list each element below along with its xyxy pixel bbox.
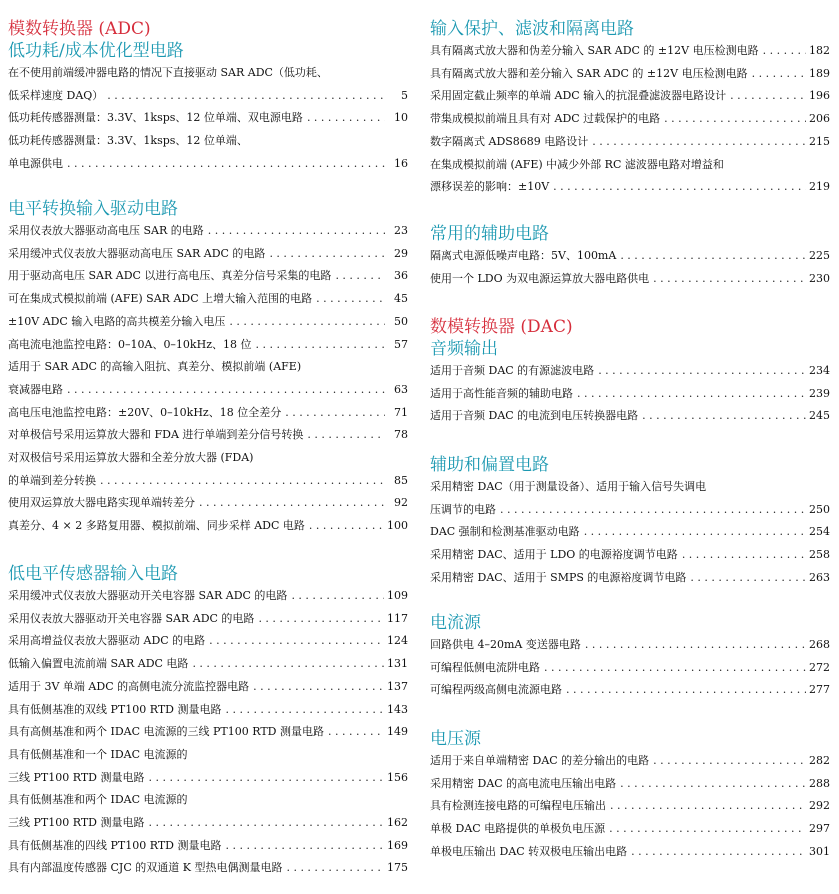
toc-entry[interactable] [8,243,408,266]
toc-entry[interactable] [8,744,408,789]
dot-leader [610,795,806,818]
toc-entry-page: 288 [809,776,830,790]
toc-entry-row [430,544,830,567]
toc-entry-row [8,721,408,744]
toc-entry-page: 16 [394,156,408,170]
toc-entry-page: 189 [809,66,830,80]
aux-list [430,245,830,290]
toc-entry-page: 277 [809,683,830,697]
toc-entry[interactable] [8,356,408,401]
dot-leader [328,721,384,744]
heading-dac: 数模转换器 (DAC) [430,317,573,337]
lowpower-list [8,62,408,176]
heading-sensor: 低电平传感器输入电路 [8,564,178,584]
toc-entry[interactable] [8,334,408,357]
toc-entry-title-line1: 在集成模拟前端 (AFE) 中减少外部 RC 滤波器电路对增益和 [430,157,724,171]
toc-entry-title: 使用一个 LDO 为双电源运算放大器电路供电 [430,271,650,285]
toc-entry-title: 单极 DAC 电路提供的单极负电压源 [430,822,606,836]
toc-entry-page: 109 [387,589,408,602]
toc-entry[interactable] [8,608,408,631]
toc-entry-title: 可在集成式模拟前端 (AFE) SAR ADC 上增大输入范围的电路 [8,292,313,306]
dot-leader [291,585,384,608]
voltage-list [430,750,830,864]
dot-leader [631,841,806,864]
toc-entry-page: 292 [809,799,830,813]
toc-entry-title: 采用精密 DAC、适用于 SMPS 的电源裕度调节电路 [430,570,687,584]
toc-entry-row [430,679,830,702]
section-bias [430,454,830,590]
toc-entry-page: 272 [809,660,830,674]
dot-leader [100,470,385,493]
dot-leader [67,153,385,176]
dot-leader [690,567,806,590]
toc-entry-title-line1: 低功耗传感器测量：3.3V、1ksps、12 位单端、 [8,134,248,148]
current-list [430,634,830,702]
toc-entry[interactable] [8,62,408,107]
toc-entry-row [8,153,408,176]
dot-leader [229,311,385,334]
toc-entry-page: 137 [387,679,408,693]
toc-entry-row [8,515,408,538]
toc-entry[interactable] [430,40,830,63]
toc-entry-title: 的单端到差分转换 [8,473,96,487]
toc-entry-page: 63 [394,382,408,396]
toc-entry-title: 适用于高性能音频的辅助电路 [430,386,573,400]
dot-leader [107,85,385,108]
heading-lowpower: 低功耗/成本优化型电路 [8,41,184,61]
toc-entry-page: 234 [809,364,830,377]
toc-entry-title-line1: 采用精密 DAC（用于测量设备）、适用于输入信号失调电 [430,480,707,493]
toc-entry-page: 182 [809,44,830,57]
toc-entry-title: 适用于 3V 单端 ADC 的高侧电流分流监控器电路 [8,679,250,693]
dot-leader [500,499,806,522]
toc-entry[interactable] [430,405,830,428]
toc-entry[interactable] [8,130,408,175]
heading-protect: 输入保护、滤波和隔离电路 [430,19,634,39]
dot-leader [682,544,806,567]
toc-entry-row [430,383,830,406]
heading-bias: 辅助和偏置电路 [430,455,549,475]
toc-entry-title: 具有低侧基准的四线 PT100 RTD 测量电路 [8,838,222,852]
toc-entry-row [8,470,408,493]
toc-entry-page: 143 [387,702,408,716]
toc-entry-row [8,334,408,357]
toc-entry-row [430,405,830,428]
toc-entry-page: 156 [387,770,408,784]
sensor-list [8,585,408,880]
toc-entry-page: 10 [394,111,408,125]
toc-entry-page: 92 [394,496,408,510]
toc-entry-row [8,85,408,108]
dot-leader [763,40,806,63]
toc-entry[interactable] [430,679,830,702]
toc-entry-title-line1: 具有低侧基准和两个 IDAC 电流源的 [8,793,188,807]
toc-entry-title: DAC 强制和检测基准驱动电路 [430,525,580,539]
toc-entry-page: 254 [809,525,830,539]
toc-entry[interactable] [8,653,408,676]
toc-entry-row [8,220,408,243]
toc-entry-row [8,857,408,880]
toc-entry[interactable] [8,492,408,515]
toc-entry[interactable] [8,288,408,311]
toc-entry[interactable] [8,585,408,608]
dot-leader [553,176,806,199]
toc-entry-title: 真差分、4 × 2 多路复用器、模拟前端、同步采样 ADC 电路 [8,519,305,533]
toc-entry-title-line1: 对双极信号采用运算放大器和全差分放大器 (FDA) [8,451,254,465]
toc-entry-row [8,265,408,288]
section-dac [430,316,830,428]
toc-entry-title: 用于驱动高电压 SAR ADC 以进行高电压、真差分信号采集的电路 [8,269,332,283]
toc-entry[interactable] [8,447,408,492]
dot-leader [584,521,806,544]
toc-entry-title: 单电源供电 [8,156,63,170]
dot-leader [307,424,385,447]
audio-list [430,360,830,428]
toc-entry-page: 23 [394,224,408,237]
toc-entry-row [8,699,408,722]
toc-entry-page: 50 [394,314,408,328]
toc-entry-title: 低采样速度 DAQ） [8,88,104,102]
toc-entry-row [8,492,408,515]
section-adc [8,18,408,176]
dot-leader [67,379,385,402]
dot-leader [653,750,806,773]
toc-entry-title: 使用双运算放大器电路实现单端转差分 [8,496,195,510]
toc-entry-page: 263 [809,570,830,584]
dot-leader [208,220,385,243]
dot-leader [664,108,806,131]
toc-entry-page: 175 [387,861,408,875]
dot-leader [307,107,385,130]
toc-entry-row [8,311,408,334]
toc-entry[interactable] [8,835,408,858]
toc-entry-title: 采用缓冲式仪表放大器驱动开关电容器 SAR ADC 的电路 [8,589,288,602]
toc-entry-page: 245 [809,409,830,423]
heading-audio: 音频输出 [430,339,498,359]
toc-entry-title: 隔离式电源低噪声电路：5V、100mA [430,249,617,262]
dot-leader [335,265,385,288]
dot-leader [309,515,384,538]
toc-entry-title: 可编程两级高侧电流源电路 [430,683,562,697]
toc-entry-page: 131 [387,657,408,671]
toc-entry-row [8,812,408,835]
toc-entry-page: 5 [401,88,408,102]
toc-entry-row [8,402,408,425]
dot-leader [653,268,806,291]
toc-entry-title: 采用高增益仪表放大器驱动 ADC 的电路 [8,634,206,648]
dot-leader [592,131,806,154]
section-current [430,612,830,702]
toc-entry-title: 三线 PT100 RTD 测量电路 [8,770,145,784]
dot-leader [609,818,806,841]
toc-entry-title: 回路供电 4–20mA 变送器电路 [430,638,581,651]
toc-entry-row [430,750,830,773]
toc-entry-row [430,567,830,590]
dot-leader [209,630,384,653]
toc-entry-title: 采用仪表放大器驱动开关电容器 SAR ADC 的电路 [8,611,255,625]
toc-entry[interactable] [430,85,830,108]
toc-entry-title: 具有检测连接电路的可编程电压输出 [430,799,606,813]
toc-entry-title: 衰减器电路 [8,382,63,396]
toc-entry-page: 117 [387,611,408,625]
toc-entry-title: 适用于音频 DAC 的有源滤波电路 [430,364,595,377]
toc-entry-title: 具有低侧基准的双线 PT100 RTD 测量电路 [8,702,222,716]
toc-entry-title-line1: 在不使用前端缓冲器电路的情况下直接驱动 SAR ADC（低功耗、 [8,66,328,79]
toc-entry-row [8,630,408,653]
dot-leader [752,63,806,86]
dot-leader [585,634,806,657]
toc-entry-title: 采用仪表放大器驱动高电压 SAR 的电路 [8,224,204,237]
toc-entry-page: 282 [809,754,830,767]
toc-entry-title: 具有内部温度传感器 CJC 的双通道 K 型热电偶测量电路 [8,861,283,875]
toc-entry-page: 301 [809,844,830,858]
dot-leader [566,679,806,702]
toc-entry-row [8,585,408,608]
toc-entry-page: 225 [809,249,830,262]
toc-entry-row [430,63,830,86]
toc-entry[interactable] [8,424,408,447]
toc-entry-title: 采用精密 DAC 的高电流电压输出电路 [430,776,617,790]
dot-leader [225,699,384,722]
toc-entry-title: 压调节的电路 [430,502,496,516]
toc-entry-page: 219 [809,180,830,194]
toc-entry-title: 低功耗传感器测量：3.3V、1ksps、12 位单端、双电源电路 [8,111,303,125]
toc-entry-title: 三线 PT100 RTD 测量电路 [8,816,145,830]
toc-entry-row [8,243,408,266]
toc-entry-page: 57 [394,337,408,351]
section-sensor [8,563,408,880]
toc-entry[interactable] [430,245,830,268]
toc-entry-row [430,245,830,268]
dot-leader [199,492,385,515]
toc-entry-title: 适用于来自单端精密 DAC 的差分输出的电路 [430,754,650,767]
toc-entry-title: 具有高侧基准和两个 IDAC 电流源的三线 PT100 RTD 测量电路 [8,725,324,739]
dot-leader [577,383,806,406]
toc-entry-page: 196 [809,89,830,103]
toc-entry-title-line1: 适用于 SAR ADC 的高输入阻抗、真差分、模拟前端 (AFE) [8,360,302,374]
toc-entry[interactable] [430,476,830,521]
toc-entry-title: 采用精密 DAC、适用于 LDO 的电源裕度调节电路 [430,548,678,562]
toc-entry-title: 漂移误差的影响：±10V [430,180,550,194]
dot-leader [620,245,806,268]
toc-entry-title: 采用固定截止频率的单端 ADC 输入的抗混叠滤波器电路设计 [430,89,727,103]
toc-entry[interactable] [8,107,408,130]
dot-leader [730,85,806,108]
dot-leader [598,360,806,383]
toc-entry-row [430,521,830,544]
dot-leader [148,812,384,835]
dot-leader [255,334,385,357]
toc-entry-page: 85 [394,473,408,487]
toc-entry-page: 250 [809,502,830,516]
toc-entry[interactable] [430,841,830,864]
toc-entry-page: 230 [809,271,830,285]
toc-entry-page: 239 [809,386,830,400]
toc-entry-row [8,379,408,402]
toc-entry[interactable] [430,750,830,773]
heading-aux: 常用的辅助电路 [430,224,549,244]
dot-leader [258,608,384,631]
toc-entry-page: 258 [809,548,830,562]
toc-entry-page: 297 [809,822,830,836]
toc-entry-page: 78 [394,428,408,442]
toc-entry[interactable] [8,220,408,243]
toc-entry[interactable] [430,773,830,796]
heading-voltage: 电压源 [430,729,481,749]
toc-entry[interactable] [430,567,830,590]
toc-entry-row [430,85,830,108]
toc-entry[interactable] [430,154,830,199]
toc-entry-row [8,424,408,447]
dot-leader [642,405,806,428]
toc-entry-title: ±10V ADC 输入电路的高共模差分输入电压 [8,314,226,328]
toc-entry[interactable] [8,676,408,699]
toc-entry-title: 对单极信号采用运算放大器和 FDA 进行单端到差分信号转换 [8,428,304,442]
toc-entry[interactable] [8,789,408,834]
toc-entry-row [430,40,830,63]
toc-entry-page: 206 [809,112,830,126]
toc-entry[interactable] [430,268,830,291]
toc-entry[interactable] [430,108,830,131]
toc-entry-row [8,676,408,699]
section-voltage [430,728,830,864]
heading-current: 电流源 [430,613,481,633]
toc-entry-row [430,360,830,383]
toc-entry-page: 45 [394,292,408,306]
toc-entry-row [8,767,408,790]
toc-entry[interactable] [430,360,830,383]
toc-entry[interactable] [430,131,830,154]
toc-entry-title: 具有隔离式放大器和差分输入 SAR ADC 的 ±12V 电压检测电路 [430,66,748,80]
heading-level: 电平转换输入驱动电路 [8,199,178,219]
toc-entry[interactable] [8,311,408,334]
dot-leader [285,402,385,425]
toc-entry-title: 适用于音频 DAC 的电流到电压转换器电路 [430,409,639,423]
toc-entry-row [430,131,830,154]
toc-entry-page: 29 [394,246,408,260]
protect-list [430,40,830,199]
toc-entry-page: 162 [387,816,408,830]
section-protect [430,18,830,199]
toc-entry[interactable] [8,265,408,288]
toc-entry[interactable] [430,521,830,544]
level-list [8,220,408,538]
dot-leader [620,773,806,796]
toc-entry-page: 215 [809,134,830,148]
dot-leader [544,657,806,680]
toc-entry-row [430,818,830,841]
toc-entry[interactable] [8,630,408,653]
toc-entry-page: 36 [394,269,408,283]
toc-entry-title: 数字隔离式 ADS8689 电路设计 [430,134,589,148]
dot-leader [286,857,384,880]
toc-entry-row [430,499,830,522]
toc-entry[interactable] [430,544,830,567]
toc-entry[interactable] [8,857,408,880]
toc-entry-page: 149 [387,725,408,739]
dot-leader [253,676,384,699]
toc-entry-row [430,268,830,291]
toc-entry-page: 169 [387,838,408,852]
toc-entry-row [8,653,408,676]
toc-entry[interactable] [8,515,408,538]
toc-entry-title: 单极电压输出 DAC 转双极电压输出电路 [430,844,628,858]
dot-leader [225,835,384,858]
toc-entry-title: 高电压电池监控电路：±20V、0–10kHz、18 位全差分 [8,405,282,419]
toc-entry[interactable] [430,63,830,86]
toc-entry-row [430,795,830,818]
toc-entry-title: 高电流电池监控电路：0–10A、0–10kHz、18 位 [8,337,252,351]
toc-entry[interactable] [430,795,830,818]
toc-entry-row [430,108,830,131]
toc-entry-title: 带集成模拟前端且具有对 ADC 过载保护的电路 [430,112,661,126]
toc-entry-row [8,288,408,311]
toc-entry-row [430,773,830,796]
toc-entry-title: 具有隔离式放大器和伪差分输入 SAR ADC 的 ±12V 电压检测电路 [430,44,759,57]
toc-entry-row [430,176,830,199]
toc-entry[interactable] [8,402,408,425]
toc-entry-page: 100 [387,519,408,533]
toc-entry-page: 268 [809,638,830,651]
toc-entry-title: 低输入偏置电流前端 SAR ADC 电路 [8,657,189,671]
toc-entry-page: 124 [387,634,408,648]
dot-leader [316,288,385,311]
toc-entry-title: 采用缓冲式仪表放大器驱动高电压 SAR ADC 的电路 [8,246,266,260]
dot-leader [148,767,384,790]
dot-leader [192,653,384,676]
toc-entry[interactable] [430,634,830,657]
section-level [8,198,408,538]
section-aux [430,223,830,290]
toc-entry-title: 可编程低侧电流阱电路 [430,660,540,674]
toc-entry[interactable] [430,818,830,841]
heading-adc: 模数转换器 (ADC) [8,19,151,39]
toc-entry-row [430,634,830,657]
toc-entry[interactable] [430,383,830,406]
toc-entry[interactable] [8,721,408,744]
toc-entry-row [8,107,408,130]
toc-entry-row [8,835,408,858]
toc-entry-row [430,841,830,864]
toc-entry[interactable] [430,657,830,680]
toc-entry-row [430,657,830,680]
bias-list [430,476,830,590]
dot-leader [269,243,385,266]
toc-entry[interactable] [8,699,408,722]
toc-entry-title-line1: 具有低侧基准和一个 IDAC 电流源的 [8,747,188,761]
toc-entry-page: 71 [394,405,408,419]
toc-entry-row [8,608,408,631]
